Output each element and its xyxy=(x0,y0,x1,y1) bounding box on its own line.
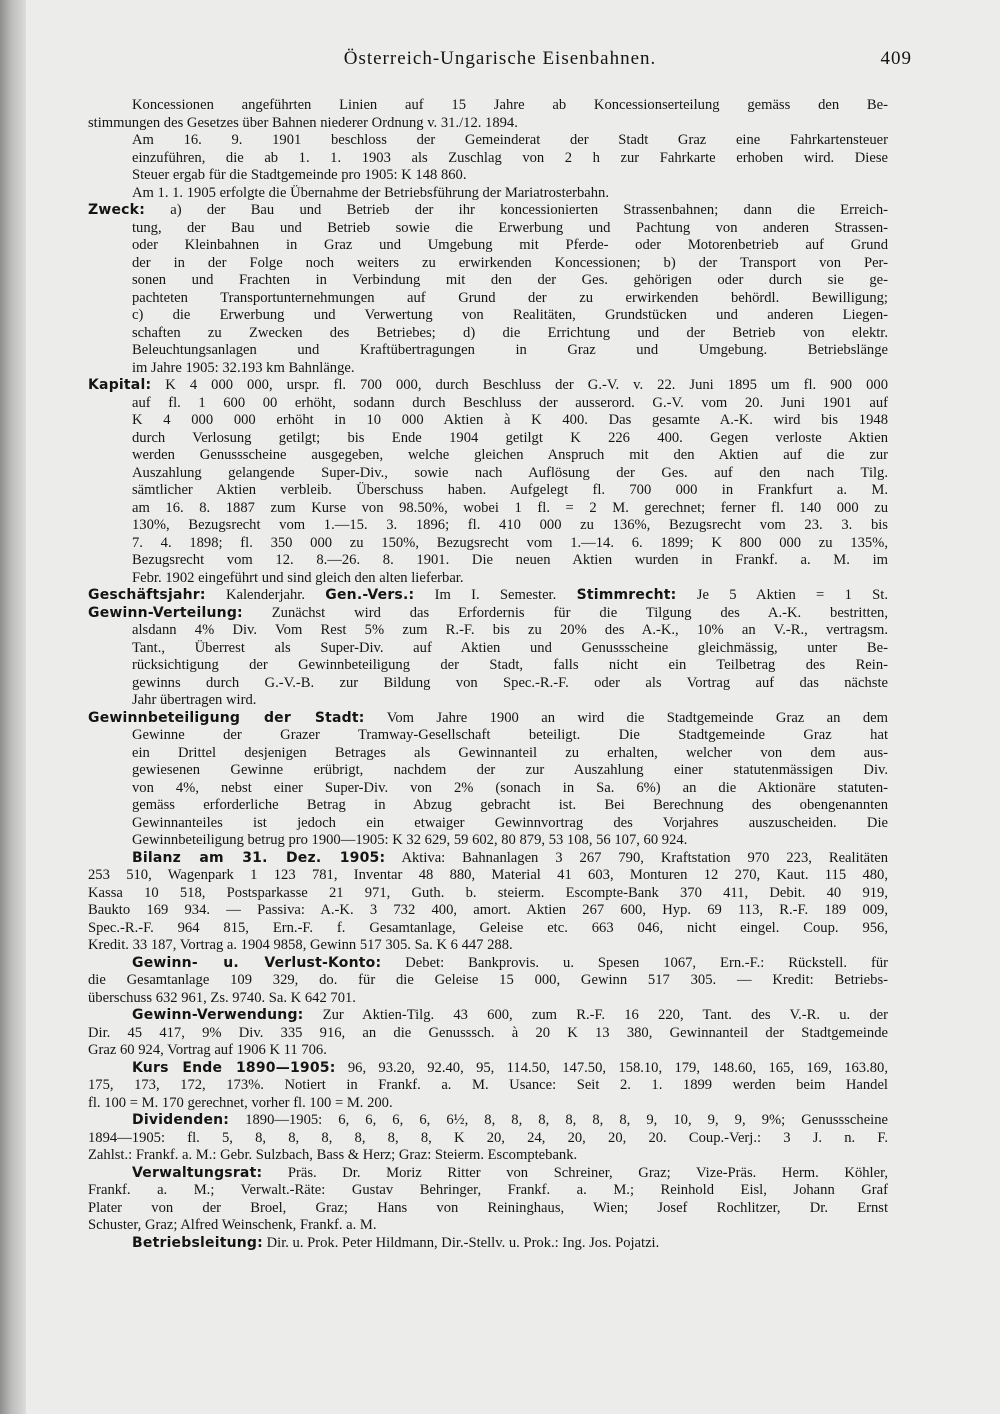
line-text: pachteten Transportunternehmungen auf Grund der zu erwirkenden behördl. Bewilligung; xyxy=(132,289,888,306)
page-number: 409 xyxy=(880,48,912,69)
text-line xyxy=(88,797,888,815)
text-line xyxy=(88,1095,888,1113)
line-text: Debet: Bankprovis. u. Spesen 1067, Ern.-F.: Rückstell. für xyxy=(381,954,888,971)
line-text: Am 16. 9. 1901 beschloss der Gemeinderat der Stadt Graz eine Fahrkartensteuer xyxy=(132,132,888,148)
line-text: c) die Erwerbung und Verwertung von Realitäten, Grundstücken und anderen Liegen- xyxy=(132,307,888,323)
text-line xyxy=(88,1182,888,1200)
text-line xyxy=(88,430,888,448)
line-text: Vom Jahre 1900 an wird die Stadtgemeinde Graz an dem xyxy=(364,709,888,726)
text-line xyxy=(88,150,888,168)
line-text: schaften zu Zwecken des Betriebes; d) die Errichtung und der Betrieb von elektr. xyxy=(132,324,888,341)
section-term: Dividenden: xyxy=(132,1112,230,1128)
text-line xyxy=(88,115,888,133)
text-line xyxy=(88,360,888,378)
text-line xyxy=(88,657,888,675)
section-term: Stimmrecht: xyxy=(576,587,677,603)
text-line xyxy=(88,972,888,990)
text-line xyxy=(88,167,888,185)
text-line xyxy=(88,255,888,273)
section-term: Gewinn-Verwendung: xyxy=(132,1007,304,1023)
line-text: Zur Aktien-Tilg. 43 600, zum R.-F. 16 220, Tant. des V.-R. u. der xyxy=(303,1007,888,1023)
text-line xyxy=(88,1200,888,1218)
line-text: Baukto 169 934. — Passiva: A.-K. 3 732 400, amort. Aktien 267 600, Hyp. 69 113, R.-F. 189 009, xyxy=(88,902,888,918)
text-line xyxy=(88,342,888,360)
line-text: Dir. u. Prok. Peter Hildmann, Dir.-Stellv. u. Prok.: Ing. Jos. Pojatzi. xyxy=(262,1234,660,1251)
line-text: von 4%, nebst einer Super-Div. von 2% (sonach in Sa. 6%) an die Aktionäre statuten- xyxy=(132,779,888,796)
line-text: Im I. Semester. xyxy=(414,587,577,603)
text-line xyxy=(88,675,888,693)
line-text: Spec.-R.-F. 964 815, Ern.-F. f. Gesamtanlage, Geleise etc. 663 046, nicht eingel. Coup. 956, xyxy=(88,919,888,936)
text-line xyxy=(88,902,888,920)
line-text: 96, 93.20, 92.40, 95, 114.50, 147.50, 158.10, 179, 148.60, 165, 169, 163.80, xyxy=(335,1059,888,1076)
text-line xyxy=(88,1077,888,1095)
line-text: Am 1. 1. 1905 erfolgte die Übernahme der Betriebsführung der Mariatrosterbahn. xyxy=(132,184,609,201)
line-text: gemäss erforderliche Betrag in Abzug gebracht ist. Bei Berechnung des obengenannten xyxy=(132,797,888,813)
text-line xyxy=(88,710,888,728)
line-text: Febr. 1902 eingeführt und sind gleich den alten lieferbar. xyxy=(132,569,464,586)
text-line xyxy=(88,220,888,238)
line-text: fl. 100 = M. 170 gerechnet, vorher fl. 100 = M. 200. xyxy=(88,1094,393,1111)
text-line xyxy=(88,237,888,255)
text-line xyxy=(88,517,888,535)
body-text xyxy=(88,97,888,1252)
line-text: Kassa 10 518, Postsparkasse 21 971, Guth. b. steierm. Escompte-Bank 370 411, Debit. 40 919, xyxy=(88,884,888,901)
section-term: Kurs Ende 1890—1905: xyxy=(132,1059,336,1076)
line-text: Gewinnanteiles ist jedoch ein etwaiger Gewinnvortrag des Vorjahres auszuscheiden. Die xyxy=(132,814,888,831)
text-line xyxy=(88,1025,888,1043)
text-line xyxy=(88,570,888,588)
text-line xyxy=(88,1130,888,1148)
text-line xyxy=(88,622,888,640)
line-text: 1890—1905: 6, 6, 6, 6, 6½, 8, 8, 8, 8, 8, 8, 9, 10, 9, 9, 9%; Genussscheine xyxy=(229,1112,888,1128)
text-line xyxy=(88,867,888,885)
text-line xyxy=(88,185,888,203)
line-text: am 16. 8. 1887 zum Kurse von 98.50%, wobei 1 fl. = 2 M. gerechnet; ferner fl. 140 000 zu xyxy=(132,499,888,516)
line-text: alsdann 4% Div. Vom Rest 5% zum R.-F. bis zu 20% des A.-K., 10% an V.-R., vertragsm. xyxy=(132,622,888,638)
line-text: a) der Bau und Betrieb der ihr koncessionierten Strassenbahnen; dann die Erreich- xyxy=(145,202,888,218)
line-text: Gewinnbeteiligung betrug pro 1900—1905: K 32 629, 59 602, 80 879, 53 108, 56 107, 60 924. xyxy=(132,832,688,848)
section-term: Geschäftsjahr: xyxy=(88,587,206,603)
line-text: Frankf. a. M.; Verwalt.-Räte: Gustav Behringer, Frankf. a. M.; Reinhold Eisl, Johann Graf xyxy=(88,1182,888,1198)
line-text: die Gesamtanlage 109 329, do. für die Geleise 15 000, Gewinn 517 305. — Kredit: Betriebs- xyxy=(88,972,888,988)
line-text: rücksichtigung der Gewinnbeteiligung der Stadt, falls nicht ein Teilbetrag des Rein- xyxy=(132,657,888,673)
text-line xyxy=(88,762,888,780)
text-line xyxy=(88,482,888,500)
line-text: Plater von der Broel, Graz; Hans von Reininghaus, Wien; Josef Rochlitzer, Dr. Ernst xyxy=(88,1199,888,1216)
section-term: Gewinn- u. Verlust-Konto: xyxy=(132,954,382,971)
text-line xyxy=(88,97,888,115)
line-text: Kredit. 33 187, Vortrag a. 1904 9858, Gewinn 517 305. Sa. K 6 447 288. xyxy=(88,937,513,953)
line-text: ein Drittel desjenigen Betrages als Gewinnanteil zu erhalten, welcher von dem aus- xyxy=(132,744,888,761)
text-line xyxy=(88,692,888,710)
line-text: Beleuchtungsanlagen und Kraftübertragungen in Graz und Umgebung. Betriebslänge xyxy=(132,342,888,358)
text-line xyxy=(88,955,888,973)
text-line xyxy=(88,1217,888,1235)
text-line xyxy=(88,307,888,325)
section-term: Betriebsleitung: xyxy=(132,1234,263,1251)
text-line xyxy=(88,325,888,343)
line-text: überschuss 632 961, Zs. 9740. Sa. K 642 701. xyxy=(88,989,356,1006)
text-line xyxy=(88,920,888,938)
line-text: 253 510, Wagenpark 1 123 781, Inventar 48 880, Material 41 603, Monturen 12 270, Kaut. 115 480, xyxy=(88,867,888,883)
text-line xyxy=(88,640,888,658)
line-text: Schuster, Graz; Alfred Weinschenk, Frankf. a. M. xyxy=(88,1217,377,1233)
line-text: Dir. 45 417, 9% Div. 335 916, an die Genusssch. à 20 K 13 380, Gewinnanteil der Stadtgemeinde xyxy=(88,1024,888,1041)
text-line xyxy=(88,937,888,955)
line-text: Graz 60 924, Vortrag auf 1906 K 11 706. xyxy=(88,1042,327,1058)
line-text: oder Kleinbahnen in Graz und Umgebung mit Pferde- oder Motorenbetrieb auf Grund xyxy=(132,237,888,253)
text-line xyxy=(88,290,888,308)
text-line xyxy=(88,1112,888,1130)
text-line xyxy=(88,465,888,483)
line-text: 175, 173, 172, 173%. Notiert in Frankf. a. M. Usance: Seit 2. 1. 1899 werden beim Handel xyxy=(88,1077,888,1093)
line-text: stimmungen des Gesetzes über Bahnen niederer Ordnung v. 31./12. 1894. xyxy=(88,114,518,131)
text-line xyxy=(88,780,888,798)
line-text: 1894—1905: fl. 5, 8, 8, 8, 8, 8, 8, K 20, 24, 20, 20, 20. Coup.-Verj.: 3 J. n. F. xyxy=(88,1129,888,1146)
text-line xyxy=(88,1007,888,1025)
text-line xyxy=(88,727,888,745)
line-text: tung, der Bau und Betrieb sowie die Erwerbung und Pachtung von anderen Strassen- xyxy=(132,219,888,236)
line-text: Zunächst wird das Erfordernis für die Tilgung des A.-K. bestritten, xyxy=(242,604,888,621)
line-text: Bezugsrecht vom 12. 8.—26. 8. 1901. Die neuen Aktien wurden in Frankf. a. M. im xyxy=(132,552,888,568)
page-gutter-shadow xyxy=(0,0,26,1414)
text-line xyxy=(88,587,888,605)
text-line xyxy=(88,412,888,430)
text-line xyxy=(88,535,888,553)
line-text: 7. 4. 1898; fl. 350 000 zu 150%, Bezugsrecht vom 1.—14. 6. 1899; K 800 000 zu 135%, xyxy=(132,534,888,551)
text-line xyxy=(88,132,888,150)
line-text: 130%, Bezugsrecht vom 1.—15. 3. 1896; fl. 410 000 zu 136%, Bezugsrecht vom 23. 3. bis xyxy=(132,517,888,533)
section-term: Zweck: xyxy=(88,202,145,218)
line-text: Jahr übertragen wird. xyxy=(132,692,257,708)
line-text: K 4 000 000 erhöht in 10 000 Aktien à K 400. Das gesamte A.-K. wird bis 1948 xyxy=(132,412,888,428)
line-text: werden Genussscheine ausgegeben, welche gleichen Anspruch mit den Aktien auf die zur xyxy=(132,447,888,463)
line-text: einzuführen, die ab 1. 1. 1903 als Zuschlag von 2 h zur Fahrkarte erhoben wird. Diese xyxy=(132,149,888,166)
section-term: Gewinn-Verteilung: xyxy=(88,604,243,621)
text-line xyxy=(88,395,888,413)
line-text: Gewinne der Grazer Tramway-Gesellschaft beteiligt. Die Stadtgemeinde Graz hat xyxy=(132,727,888,743)
line-text: Auszahlung gelangende Super-Div., sowie nach Auflösung der Ges. auf den nach Tilg. xyxy=(132,464,888,481)
line-text: Kalenderjahr. xyxy=(205,587,326,603)
line-text: gewiesenen Gewinne erübrigt, nachdem der zur Auszahlung einer statutenmässigen Div. xyxy=(132,762,888,778)
text-line xyxy=(88,1060,888,1078)
text-line xyxy=(88,202,888,220)
text-line xyxy=(88,1165,888,1183)
line-text: Je 5 Aktien = 1 St. xyxy=(676,587,888,603)
line-text: der in der Folge noch weiters zu erwirkenden Koncessionen; b) der Transport von Per- xyxy=(132,254,888,271)
line-text: auf fl. 1 600 00 erhöht, sodann durch Beschluss der ausserord. G.-V. vom 20. Juni 1901 auf xyxy=(132,394,888,411)
text-line xyxy=(88,1235,888,1253)
text-line xyxy=(88,1147,888,1165)
line-text: Präs. Dr. Moriz Ritter von Schreiner, Graz; Vize-Präs. Herm. Köhler, xyxy=(262,1164,888,1181)
text-line xyxy=(88,885,888,903)
text-line xyxy=(88,745,888,763)
line-text: sämtlicher Aktien verbleib. Überschuss haben. Aufgelegt fl. 700 000 in Frankfurt a. M. xyxy=(132,482,888,498)
section-term: Verwaltungsrat: xyxy=(132,1164,263,1181)
text-line xyxy=(88,815,888,833)
page-header xyxy=(0,48,1000,78)
text-line xyxy=(88,447,888,465)
text-line xyxy=(88,605,888,623)
text-line xyxy=(88,1042,888,1060)
line-text: Aktiva: Bahnanlagen 3 267 790, Kraftstation 970 223, Realitäten xyxy=(385,849,888,866)
section-term: Bilanz am 31. Dez. 1905: xyxy=(132,849,386,866)
line-text: im Jahre 1905: 32.193 km Bahnlänge. xyxy=(132,359,355,376)
line-text: Koncessionen angeführten Linien auf 15 Jahre ab Koncessionserteilung gemäss den Be- xyxy=(132,97,888,113)
line-text: Tant., Überrest als Super-Div. auf Aktien und Genussscheine gleichmässig, unter Be- xyxy=(132,639,888,656)
text-line xyxy=(88,272,888,290)
text-line xyxy=(88,500,888,518)
section-term: Kapital: xyxy=(88,377,152,393)
text-line xyxy=(88,552,888,570)
running-title: Österreich-Ungarische Eisenbahnen. xyxy=(343,48,657,69)
text-line xyxy=(88,377,888,395)
line-text: sonen und Frachten in Verbindung mit den der Ges. gehörigen oder durch sie ge- xyxy=(132,272,888,288)
line-text: durch Verlosung getilgt; bis Ende 1904 getilgt K 226 400. Gegen verloste Aktien xyxy=(132,429,888,446)
text-line xyxy=(88,850,888,868)
text-line xyxy=(88,990,888,1008)
line-text: Zahlst.: Frankf. a. M.: Gebr. Sulzbach, Bass & Herz; Graz: Steierm. Escomptebank. xyxy=(88,1147,578,1163)
section-term: Gewinnbeteiligung der Stadt: xyxy=(88,709,365,726)
line-text: Steuer ergab für die Stadtgemeinde pro 1905: K 148 860. xyxy=(132,167,467,183)
text-line xyxy=(88,832,888,850)
line-text: gewinns durch G.-V.-B. zur Bildung von Spec.-R.-F. oder als Vortrag auf das nächste xyxy=(132,674,888,691)
line-text: K 4 000 000, urspr. fl. 700 000, durch Beschluss der G.-V. v. 22. Juni 1895 um fl. 900 000 xyxy=(151,377,888,393)
section-term: Gen.-Vers.: xyxy=(325,587,415,603)
